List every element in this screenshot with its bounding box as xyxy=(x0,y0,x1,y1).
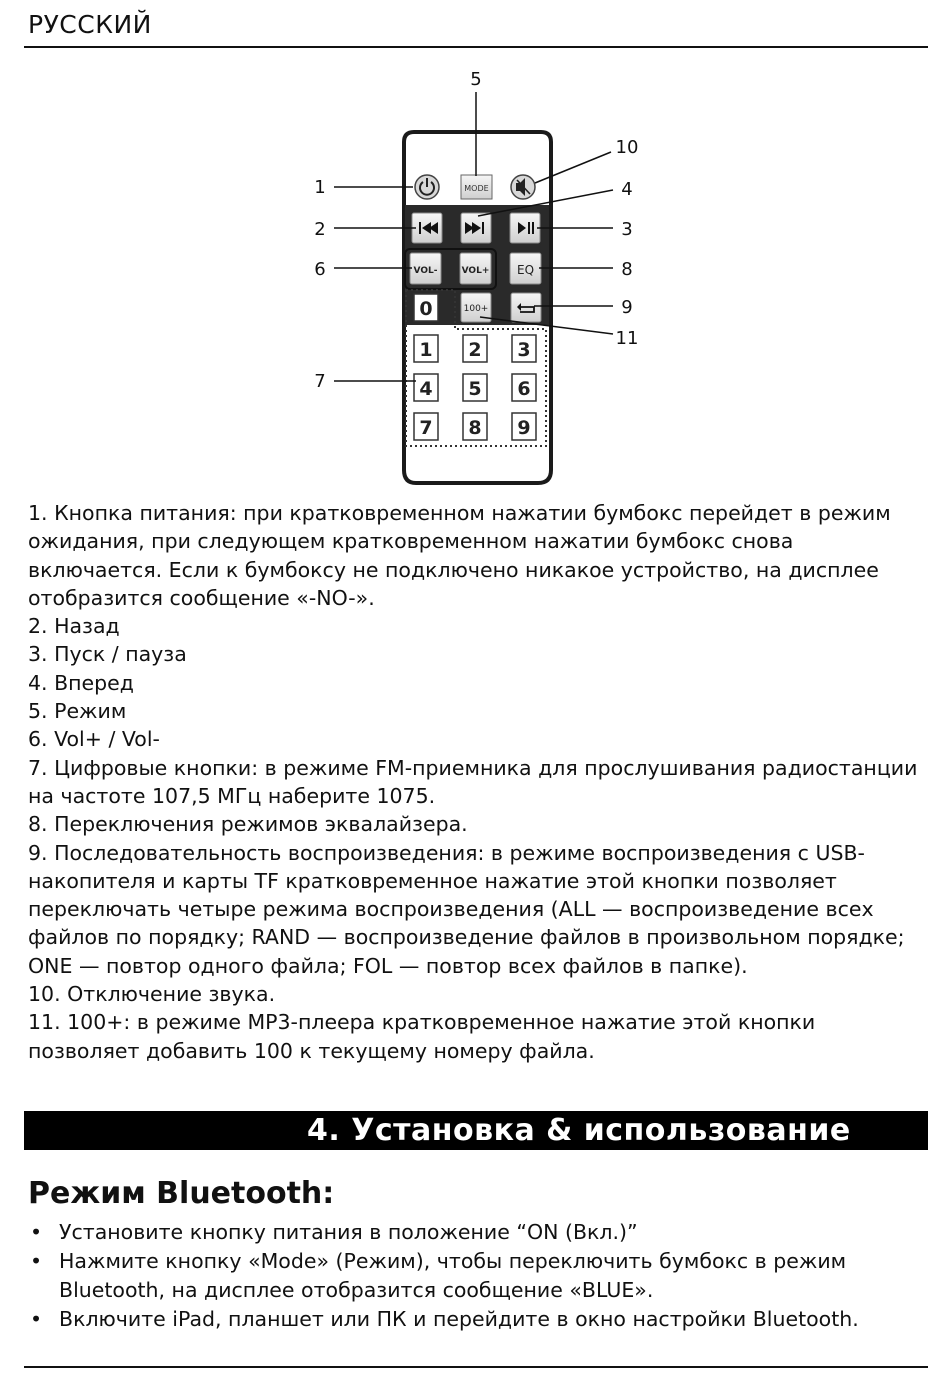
section-title: 4. Установка & использование xyxy=(307,1113,851,1148)
description-item-4: 4. Вперед xyxy=(28,670,134,695)
bluetooth-heading: Режим Bluetooth: xyxy=(28,1176,335,1211)
digit-label-4: 4 xyxy=(419,378,433,400)
callout-11: 11 xyxy=(615,328,639,349)
callout-8: 8 xyxy=(621,259,633,280)
digit-label-5: 5 xyxy=(468,378,482,400)
digit-label-7: 7 xyxy=(419,417,433,439)
bottom-divider xyxy=(24,1366,928,1368)
digit-label-8: 8 xyxy=(468,417,482,439)
callout-10: 10 xyxy=(615,137,639,158)
description-item-11: 11. 100+: в режиме MP3-плеера кратковременное нажатие этой кнопки позволяет добавить 100 к текущему номеру файла. xyxy=(28,1010,816,1063)
callout-3: 3 xyxy=(621,219,633,240)
description-item-5: 5. Режим xyxy=(28,699,127,724)
digit-label-6: 6 xyxy=(517,378,531,400)
description-item-10: 10. Отключение звука. xyxy=(28,982,276,1007)
page-language-header: РУССКИЙ xyxy=(28,10,152,39)
description-item-1: 1. Кнопка питания: при кратковременном нажатии бумбокс перейдет в режим ожидания, при следующем кратковременном нажатии бумбокс снова включается. Если к бумбоксу не подключено никакое устройство, на дисплее отобразится сообщение «-NO-». xyxy=(28,501,891,610)
description-item-3: 3. Пуск / пауза xyxy=(28,642,187,667)
hundred-plus-label: 100+ xyxy=(463,304,489,314)
bluetooth-step-3: • Включите iPad, планшет или ПК и перейдите в окно настройки Bluetooth. xyxy=(28,1305,928,1334)
remote-control-illustration xyxy=(300,62,660,492)
callout-2: 2 xyxy=(314,219,326,240)
callout-1: 1 xyxy=(314,177,326,198)
callout-5: 5 xyxy=(470,69,482,90)
digit-label-0: 0 xyxy=(419,298,433,320)
top-divider xyxy=(24,46,928,48)
digit-label-9: 9 xyxy=(517,417,531,439)
vol-plus-label: VOL+ xyxy=(461,266,490,276)
callout-9: 9 xyxy=(621,297,633,318)
remote-control-diagram xyxy=(300,62,660,492)
digit-label-3: 3 xyxy=(517,339,531,361)
mode-button-label: MODE xyxy=(464,184,489,193)
bluetooth-step-1: • Установите кнопку питания в положение “ON (Вкл.)” xyxy=(28,1218,928,1247)
description-item-6: 6. Vol+ / Vol- xyxy=(28,727,160,752)
callout-7: 7 xyxy=(314,371,326,392)
callout-6: 6 xyxy=(314,259,326,280)
bluetooth-step-2: • Нажмите кнопку «Mode» (Режим), чтобы переключить бумбокс в режим Bluetooth, на дисплее отобразится сообщение «BLUE». xyxy=(28,1247,928,1305)
description-item-9: 9. Последовательность воспроизведения: в режиме воспроизведения с USB-накопителя и карты TF кратковременное нажатие этой кнопки позволяет переключать четыре режима воспроизведения (ALL — воспроизведение всех файлов по порядку; RAND — воспроизведение файлов в произвольном порядке; ONE — повтор одного файла; FOL — повтор всех файлов в папке). xyxy=(28,840,905,978)
vol-minus-label: VOL- xyxy=(413,266,438,276)
eq-label: EQ xyxy=(516,263,535,277)
digit-label-2: 2 xyxy=(468,339,482,361)
digit-label-1: 1 xyxy=(419,339,433,361)
button-descriptions xyxy=(28,499,928,1065)
description-item-7: 7. Цифровые кнопки: в режиме FM-приемника для прослушивания радиостанции на частоте 107,5 МГц наберите 1075. xyxy=(28,755,918,808)
callout-4: 4 xyxy=(621,179,633,200)
description-item-8: 8. Переключения режимов эквалайзера. xyxy=(28,812,468,837)
bluetooth-steps-list xyxy=(28,1218,928,1334)
section-header-bar xyxy=(24,1111,928,1150)
description-item-2: 2. Назад xyxy=(28,614,120,639)
